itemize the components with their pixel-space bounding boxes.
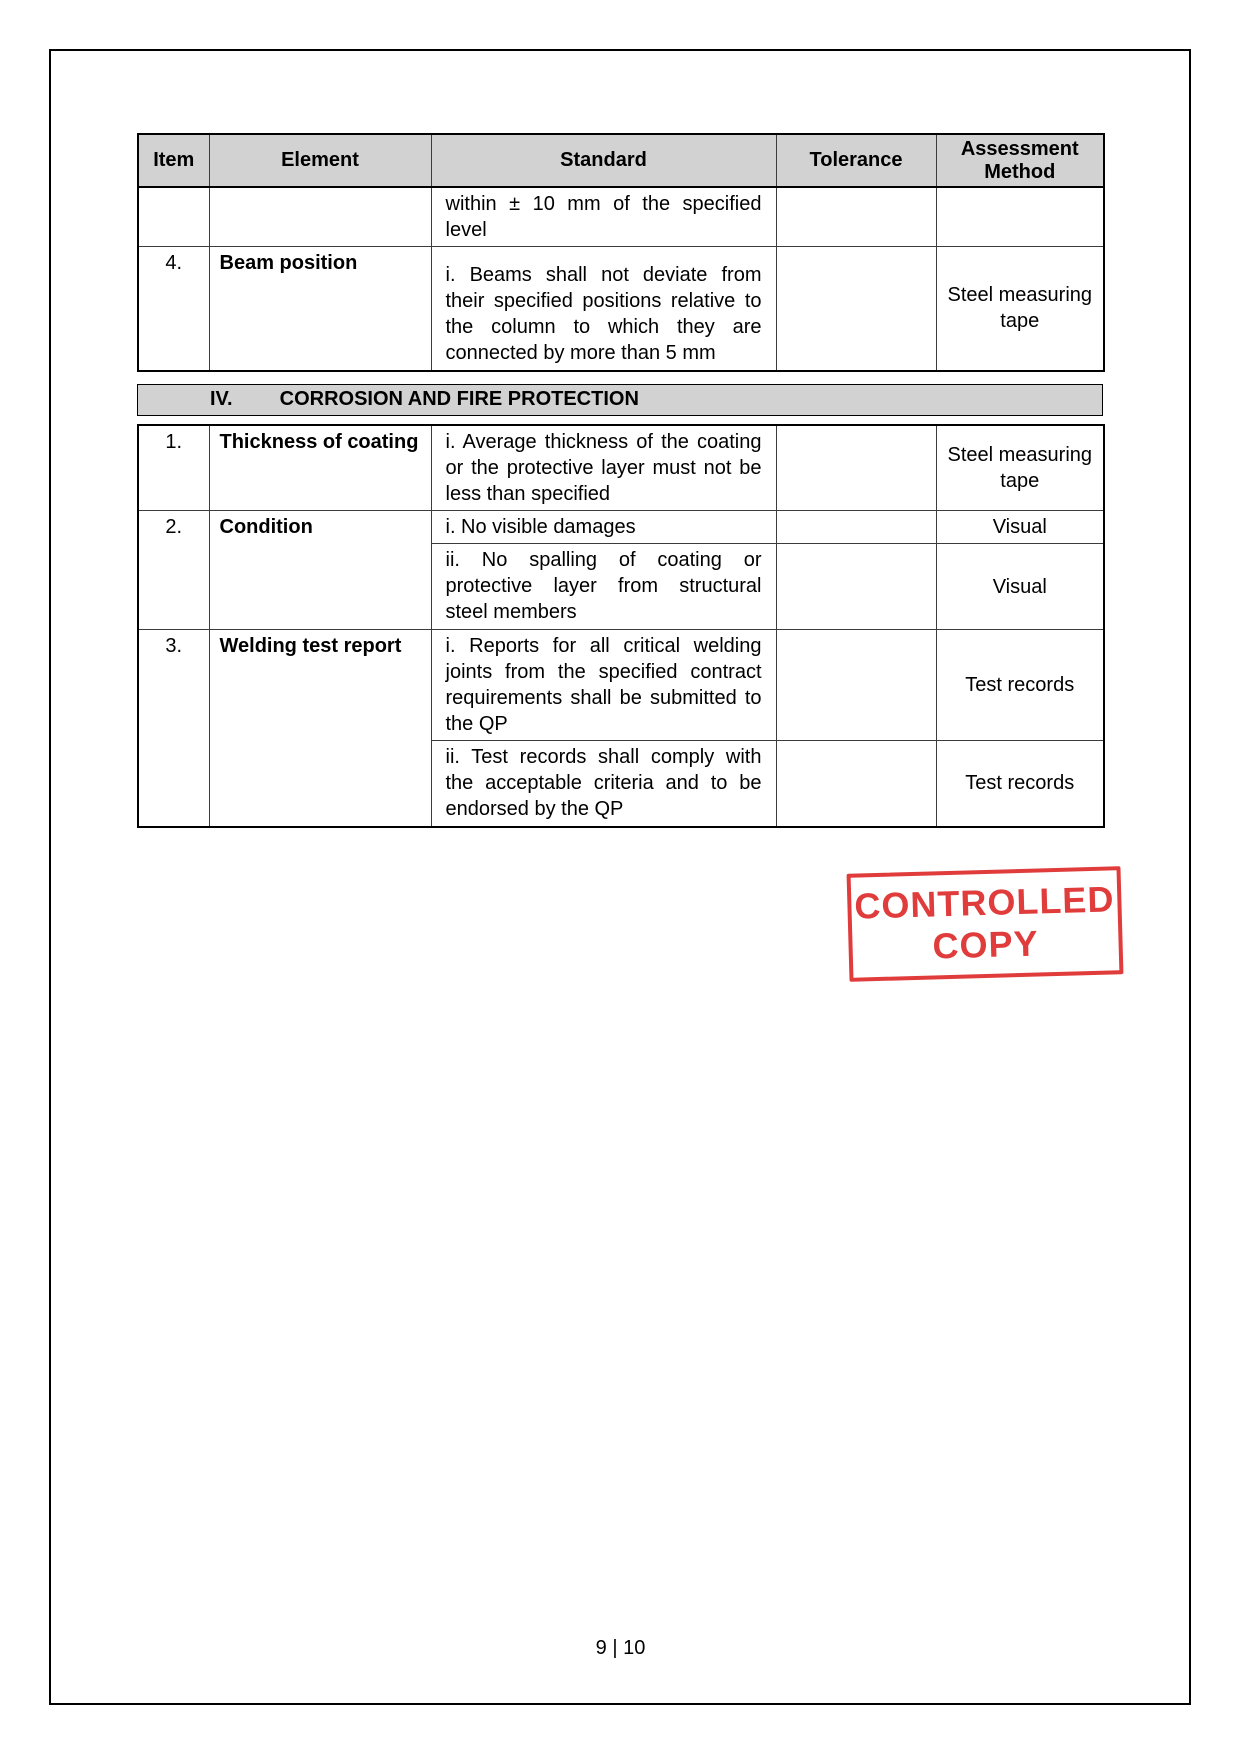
table-cell-standard: ii. Test records shall comply with the acceptable criteria and to be endorsed by the QP [431, 741, 776, 827]
column-header-element-label: Element [281, 149, 359, 171]
table-cell-assessment: Steel measuring tape [936, 425, 1104, 511]
table-cell-standard: within ± 10 mm of the specified level [431, 187, 776, 247]
table-cell-standard: i. Average thickness of the coating or the protective layer must not be less than specified [431, 425, 776, 511]
table-cell-element [209, 187, 431, 247]
table-cell-tolerance [776, 511, 936, 544]
section-header-corrosion [137, 384, 1103, 416]
column-header-tolerance [776, 134, 936, 187]
column-header-standard-label: Standard [560, 149, 647, 171]
table-cell-assessment: Test records [936, 630, 1104, 741]
table-row-condition-i [138, 511, 1104, 544]
table-header-row [138, 134, 1104, 187]
table-cell-item: 3. [138, 630, 209, 827]
table-cell-assessment: Steel measuring tape [936, 247, 1104, 371]
section-numeral: IV. [210, 388, 233, 410]
table-row-thickness [138, 425, 1104, 511]
table-cell-standard: i. Reports for all critical welding joints from the specified contract requirements shall be submitted to the QP [431, 630, 776, 741]
table-cell-item: 1. [138, 425, 209, 511]
table-cell-element: Condition [209, 511, 431, 630]
column-header-item-label: Item [153, 149, 195, 171]
table-cell-item: 2. [138, 511, 209, 630]
table-cell-item [138, 187, 209, 247]
qc-table-corrosion [137, 424, 1105, 828]
table-cell-assessment: Visual [936, 544, 1104, 630]
table-cell-element: Welding test report [209, 630, 431, 827]
table-cell-tolerance [776, 187, 936, 247]
table-cell-item: 4. [138, 247, 209, 371]
table-cell-assessment: Test records [936, 741, 1104, 827]
column-header-assessment [936, 134, 1104, 187]
table-cell-standard: ii. No spalling of coating or protective layer from structural steel members [431, 544, 776, 630]
column-header-standard [431, 134, 776, 187]
table-cell-tolerance [776, 425, 936, 511]
table-cell-assessment [936, 187, 1104, 247]
table-cell-tolerance [776, 247, 936, 371]
table-cell-standard: i. No visible damages [431, 511, 776, 544]
column-header-element [209, 134, 431, 187]
table-row-beam-position [138, 247, 1104, 371]
table-cell-element: Beam position [209, 247, 431, 371]
page-number: 9 | 10 [595, 1637, 646, 1659]
stamp-line1: CONTROLLED [853, 878, 1115, 927]
table-row-welding-i [138, 630, 1104, 741]
column-header-item [138, 134, 209, 187]
table-cell-tolerance [776, 544, 936, 630]
checklist-content [137, 133, 1103, 828]
table-row-carryover [138, 187, 1104, 247]
stamp-line2: COPY [932, 922, 1040, 967]
table-cell-element: Thickness of coating [209, 425, 431, 511]
table-cell-assessment: Visual [936, 511, 1104, 544]
controlled-copy-stamp [847, 866, 1124, 982]
table-cell-tolerance [776, 741, 936, 827]
section-title: CORROSION AND FIRE PROTECTION [279, 388, 639, 410]
table-cell-standard: i. Beams shall not deviate from their specified positions relative to the column to which they are connected by more than 5 mm [431, 247, 776, 371]
column-header-assessment-label: Assessment Method [960, 137, 1079, 183]
table-cell-tolerance [776, 630, 936, 741]
column-header-tolerance-label: Tolerance [809, 149, 903, 171]
qc-table-structural [137, 133, 1105, 372]
